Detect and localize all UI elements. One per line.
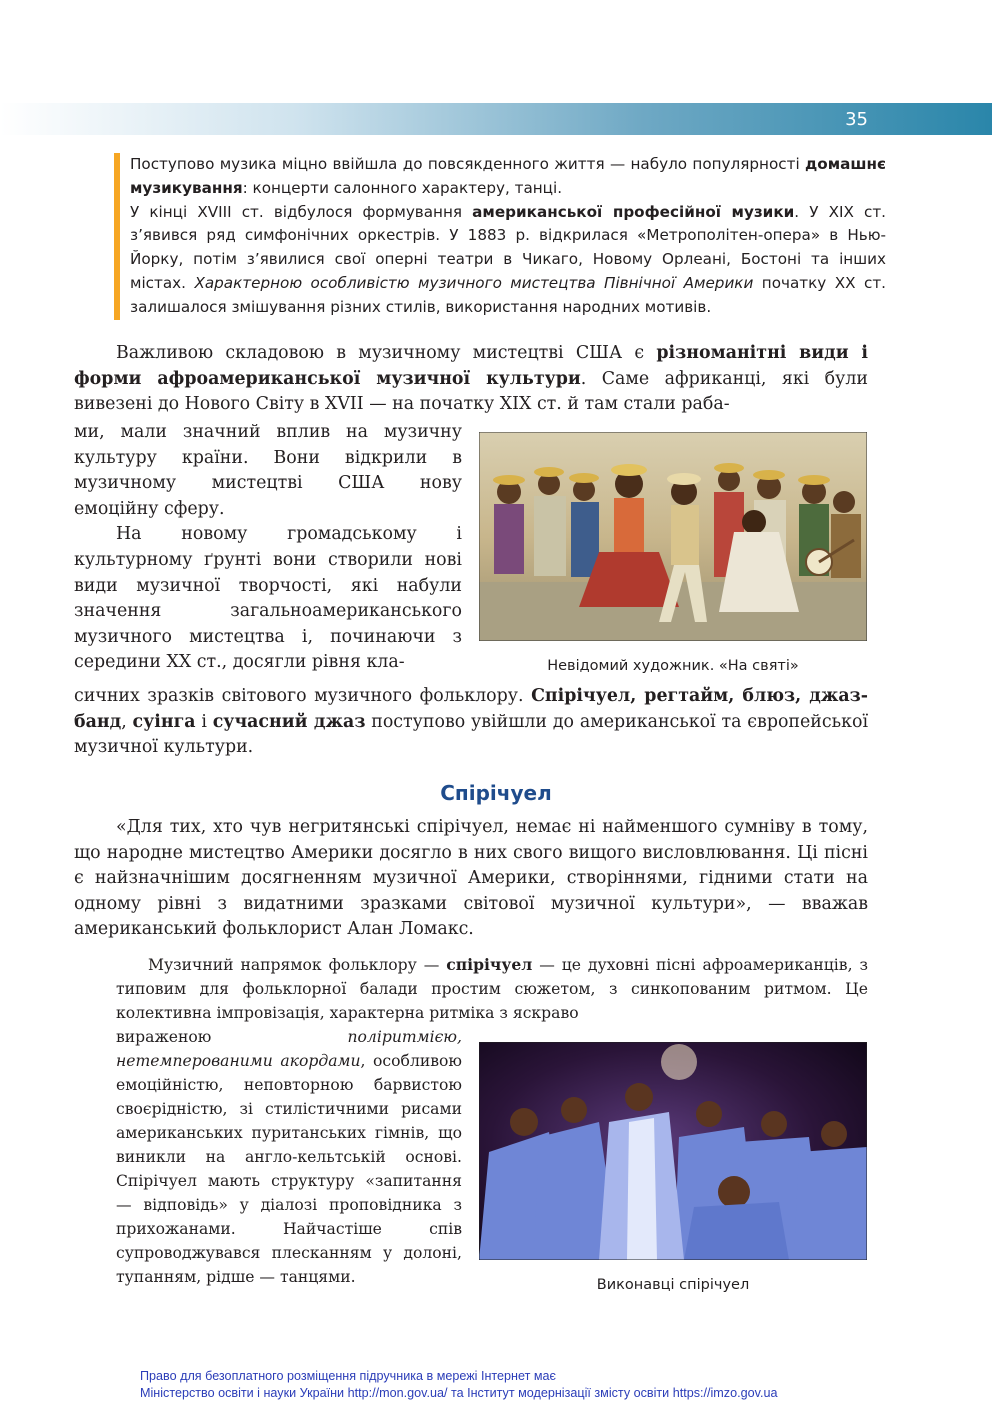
body-text: поступово увійшли до американської та європейської музичної культури. <box>74 711 869 758</box>
footer-line-1: Право для безоплатного розміщення підручника в мережі Інтернет має <box>140 1369 556 1383</box>
body-text: вираженою <box>116 1028 348 1046</box>
body-term: Спірічуел, регтайм, блюз, джаз-банд <box>74 686 868 732</box>
body-emphasis: поліритмією, нетемперованими акордами <box>116 1028 462 1070</box>
singers-caption: Виконавці спірічуел <box>596 1277 750 1293</box>
body-text: сичних зразків світового музичного фольклору. <box>74 686 532 706</box>
note-emphasis: Характерною особливістю музичного мистецтва Північної Америки <box>194 273 754 292</box>
note-paragraph-2 <box>130 201 886 320</box>
spirituals-paragraph <box>116 953 868 1025</box>
spirituals-left-column <box>116 1025 462 1289</box>
body-text: , особливою емоційністю, неповторною барвистою своєрідністю, зі стилістичними рисами американських пуританських гімнів, що виникли на англо-кельтській основі. Спірічуел мають структуру «запитання — відповідь» у діалозі проповідника з прихожанами. Найчастіше спів супроводжувався плесканням у долоні, тупанням, рідше — танцями. <box>116 1052 462 1286</box>
quote-text: «Для тих, хто чув негритянські спірічуел, немає ні найменшого сумніву в тому, що народне мистецтво Америки досягло в них свого вищого висловлювання. Ці пісні є найзначнішим досягненням музичної Америки, створіннями, гідними стати на одному рівні з видатними зразками світової музичної культури», — вважав американський фольклорист Алан Ломакс. <box>74 817 868 940</box>
painting-image <box>479 432 867 641</box>
body-term: спірічуел <box>446 955 533 974</box>
body-paragraph-1 <box>74 341 868 418</box>
note-text: початку XX ст. залишалося змішування різних стилів, використання народних мотивів. <box>130 273 886 316</box>
painting-caption: Невідомий художник. «На святі» <box>547 658 799 674</box>
note-box <box>114 153 886 320</box>
section-title: Спірічуел <box>440 781 552 805</box>
body-text: Музичний напрямок фольклору — <box>148 956 447 974</box>
singers-figure <box>479 1042 867 1260</box>
note-paragraph-1 <box>130 153 886 201</box>
note-text: У кінці XVIII ст. відбулося формування <box>130 202 473 221</box>
quote-paragraph <box>74 815 868 943</box>
painting-figure <box>479 432 867 641</box>
body-text: — це духовні пісні афроамериканців, з типовим для фольклорної балади простим сюжетом, з синкопованим ритмом. Це колективна імпровізація, характерна ритміка з яскраво <box>116 956 868 1022</box>
note-term: домашнє музикування <box>130 155 886 197</box>
body-paragraph-2 <box>74 684 868 761</box>
body-text: Важливою складовою в музичному мистецтві США є <box>116 343 657 363</box>
left-column-text <box>74 420 462 676</box>
singers-image <box>479 1042 867 1260</box>
body-text: і <box>195 711 213 732</box>
header-band <box>0 103 992 135</box>
left-column-paragraph-2: На новому громадському і культурному ґрунті вони створили нові види музичної творчості, які набули значення загальноамериканського музичного мистецтва і, починаючи з середини XX ст., досягли рівня кла- <box>74 524 462 673</box>
body-text: , <box>121 711 133 732</box>
note-text: . У XIX ст. з’явився ряд симфонічних оркестрів. У 1883 р. відкрилася «Метрополітен-опера» в Нью-Йорку, потім з’явилися свої оперні театри в Чикаго, Новому Орлеані, Бостоні та інших містах. <box>130 202 886 292</box>
body-text: . Саме африканці, які були вивезені до Нового Світу в XVII — на початку XIX ст. й там стали раба- <box>74 368 868 415</box>
body-term: суінга <box>132 711 196 732</box>
body-term: сучасний джаз <box>212 711 366 732</box>
footer <box>140 1368 900 1402</box>
footer-line-2: Міністерство освіти і науки України http://mon.gov.ua/ та Інститут модернізації змісту освіти https://imzo.gov.ua <box>140 1386 778 1400</box>
note-text: : концерти салонного характеру, танці. <box>242 178 563 197</box>
note-term: американської професійної музики <box>472 202 795 221</box>
note-text: Поступово музика міцно ввійшла до повсякденного життя — набуло популярності <box>130 155 805 173</box>
page-number: 35 <box>845 109 868 130</box>
left-column-paragraph-1: ми, мали значний вплив на музичну культуру країни. Вони відкрили в музичному мистецтві США нову емоційну сферу. <box>74 422 462 519</box>
body-term: різноманітні види і форми афроамериканської музичної культури <box>74 343 869 389</box>
